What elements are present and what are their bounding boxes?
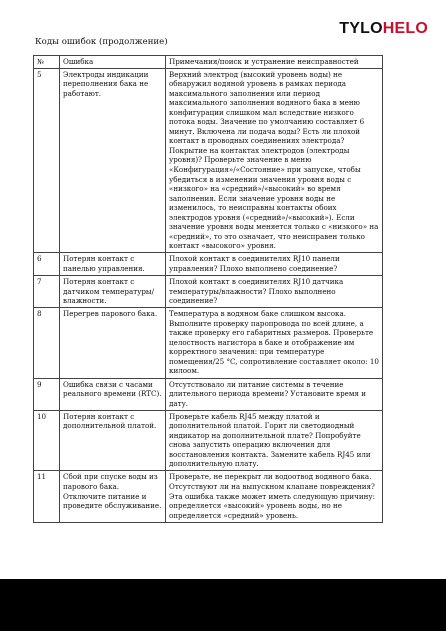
error-description: Потерян контакт с датчиком температуры/влажности. bbox=[60, 276, 166, 308]
error-description: Потерян контакт с панелью управления. bbox=[60, 253, 166, 276]
troubleshooting-note: Верхний электрод (высокий уровень воды) не обнаружил водяной уровень в рамках периода максимального заполнения или период максимального заполнения водяного бака в меню конфигурации слишком мал вследствие низкого потока воды. Значение по умолчанию составляет 6 минут. Включена ли подача воды? Есть ли плохой контакт в проводных соединениях электрода? Покрытие на контактах электродов (электроды уровня)? Проверьте значение в меню «Конфигурация»/«Состояние» при запуске, чтобы убедиться в изменении значения уровня воды с «низкого» на «средний»/«высокий» во время заполнения. Если значение уровня воды не изменилось, то неисправны контакты обоих электродов уровня («средний»/«высокий»). Если значение уровня воды меняется только с «низкого» на «средний», то это означает, что неисправен только контакт «высокого» уровня. bbox=[166, 68, 383, 253]
table-row bbox=[34, 68, 383, 253]
table-row bbox=[34, 410, 383, 471]
table-row bbox=[34, 471, 383, 522]
header-notes: Примечания/поиск и устранение неисправностей bbox=[166, 56, 383, 69]
troubleshooting-note: Отсутствовало ли питание системы в течение длительного периода времени? Установите время и дату. bbox=[166, 378, 383, 410]
logo-text-tylo: TYLO bbox=[339, 20, 383, 37]
error-description: Потерян контакт с дополнительной платой. bbox=[60, 410, 166, 471]
table-row bbox=[34, 378, 383, 410]
brand-logo bbox=[339, 20, 428, 38]
error-number: 11 bbox=[34, 471, 60, 522]
error-description: Сбой при спуске воды из парового бака. Отключите питание и проведите обслуживание. bbox=[60, 471, 166, 522]
troubleshooting-note: Проверьте кабель RJ45 между платой и дополнительной платой. Горит ли светодиодный индикатор на дополнительной плате? Попробуйте снова запустить операцию включения для восстановления контакта. Замените кабель RJ45 или дополнительную плату. bbox=[166, 410, 383, 471]
error-codes-table bbox=[33, 55, 383, 523]
troubleshooting-note: Температура в водяном баке слишком высока. Выполните проверку паропровода по всей длине, а также проверку его габаритных размеров. Проверьте целостность нагистора в баке и отображение им корректного значения: при температуре помещения/25 °C, сопротивление составляет около: 10 килоом. bbox=[166, 308, 383, 378]
header-error: Ошибка bbox=[60, 56, 166, 69]
header-number: № bbox=[34, 56, 60, 69]
error-description: Ошибка связи с часами реального времени (RTC). bbox=[60, 378, 166, 410]
error-number: 8 bbox=[34, 308, 60, 378]
table-row bbox=[34, 276, 383, 308]
troubleshooting-note: Плохой контакт в соединителях RJ10 датчика температуры/влажности? Плохо выполнено соединение? bbox=[166, 276, 383, 308]
error-description: Перегрев парового бака. bbox=[60, 308, 166, 378]
section-heading: Коды ошибок (продолжение) bbox=[35, 37, 168, 47]
error-number: 5 bbox=[34, 68, 60, 253]
footer-band bbox=[0, 579, 446, 631]
table-header-row bbox=[34, 56, 383, 69]
error-number: 6 bbox=[34, 253, 60, 276]
troubleshooting-note: Проверьте, не перекрыт ли водоотвод водяного бака. Отсутствуют ли на выпускном клапане повреждения? Эта ошибка также может иметь следующую причину: определяется «высокий» уровень воды, но не определяется «средний» уровень. bbox=[166, 471, 383, 522]
table-row bbox=[34, 253, 383, 276]
troubleshooting-note: Плохой контакт в соединителях RJ10 панели управления? Плохо выполнено соединение? bbox=[166, 253, 383, 276]
error-description: Электроды индикации переполнения бака не работают. bbox=[60, 68, 166, 253]
error-number: 7 bbox=[34, 276, 60, 308]
table-row bbox=[34, 308, 383, 378]
logo-text-helo: HELO bbox=[382, 20, 428, 37]
error-number: 9 bbox=[34, 378, 60, 410]
error-number: 10 bbox=[34, 410, 60, 471]
